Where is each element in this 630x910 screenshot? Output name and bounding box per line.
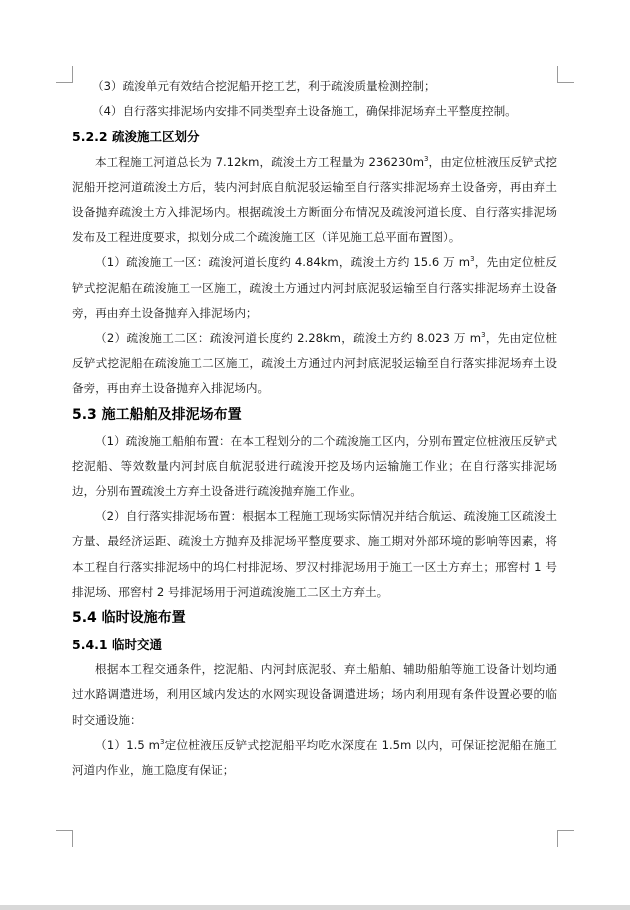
paragraph xyxy=(72,150,557,251)
margin-corner-mark xyxy=(56,66,73,83)
paragraph xyxy=(72,733,557,783)
paragraph: 根据本工程交通条件，挖泥船、内河封底泥驳、弃土船舶、辅助船舶等施工设备计划均通过水路调遣进场，利用区域内发达的水网实现设备调遣进场；场内利用现有条件设置必要的临时交通设施： xyxy=(72,662,557,727)
paragraph-text: ，由定位桩液压反铲式挖泥船开挖河道疏浚土方后，装内河封底自航泥驳运输至自行落实排泥场弃土设备旁，再由弃土设备抛弃疏浚土方入排泥场内。根据疏浚土方断面分布情况及疏浚河道长度、自行落实排泥场发布及工程进度要求，拟划分成二个疏浚施工区（详见施工总平面布置图）。 xyxy=(72,154,557,245)
page-gap xyxy=(0,905,630,910)
section-heading-5-4-1: 5.4.1 临时交通 xyxy=(72,637,162,653)
paragraph-text: ，先由定位桩反铲式挖泥船在疏浚施工二区施工，疏浚土方通过内河封底泥驳运输至自行落实排泥场弃土设备旁，再由弃土设备抛弃入排泥场内。 xyxy=(72,331,557,396)
paragraph-text: 本工程施工河道总长为 7.12km，疏浚土方工程量为 236230m xyxy=(95,154,424,169)
section-heading-5-3: 5.3 施工船舶及排泥场布置 xyxy=(72,406,242,423)
paragraph xyxy=(72,250,557,326)
paragraph-text: （1）1.5 m xyxy=(95,737,160,752)
superscript: 3 xyxy=(470,255,475,264)
margin-corner-mark xyxy=(557,66,574,83)
paragraph xyxy=(72,326,557,402)
paragraph-text: （2）疏浚施工二区：疏浚河道长度约 2.28km，疏浚土方约 8.023 万 m xyxy=(95,331,482,346)
margin-corner-mark xyxy=(557,830,574,847)
section-heading-5-4: 5.4 临时设施布置 xyxy=(72,610,186,627)
superscript: 3 xyxy=(481,331,486,340)
list-item: （3）疏浚单元有效结合挖泥船开挖工艺，利于疏浚质量检测控制； xyxy=(92,79,436,93)
paragraph-text: （1）疏浚施工一区：疏浚河道长度约 4.84km，疏浚土方约 15.6 万 m xyxy=(95,255,471,270)
superscript: 3 xyxy=(424,154,429,163)
list-item: （4）自行落实排泥场内安排不同类型弃土设备施工，确保排泥场弃土平整度控制。 xyxy=(92,104,517,119)
margin-corner-mark xyxy=(56,830,73,847)
section-heading-5-2-2: 5.2.2 疏浚施工区划分 xyxy=(72,129,200,145)
paragraph-text: ，先由定位桩反铲式挖泥船在疏浚施工一区施工，疏浚土方通过内河封底泥驳运输至自行落实排泥场弃土设备旁，再由弃土设备抛弃入排泥场内； xyxy=(72,255,557,320)
paragraph: （2）自行落实排泥场布置：根据本工程施工现场实际情况并结合航运、疏浚施工区疏浚土方量、最经济运距、疏浚土方抛弃及排泥场平整度要求、施工期对外部环境的影响等因素，将本工程自行落实排泥场中的坞仁村排泥场、罗汉村排泥场用于施工一区土方弃土；邢窖村 1 号排泥场、邢窖村 2 号排泥场用于河道疏浚施工二区土方弃土。 xyxy=(72,509,557,599)
superscript: 3 xyxy=(159,738,165,747)
paragraph: （1）疏浚施工船舶布置：在本工程划分的二个疏浚施工区内，分别布置定位桩液压反铲式挖泥船、等效数量内河封底自航泥驳进行疏浚开挖及场内运输施工作业；在自行落实排泥场边，分别布置疏浚土方弃土设备进行疏浚抛弃施工作业。 xyxy=(72,433,557,499)
paragraph-text: 定位桩液压反铲式挖泥船平均吃水深度在 1.5m 以内，可保证挖泥船在施工河道内作业，施工隐度有保证； xyxy=(72,737,558,778)
document-body xyxy=(72,74,557,783)
